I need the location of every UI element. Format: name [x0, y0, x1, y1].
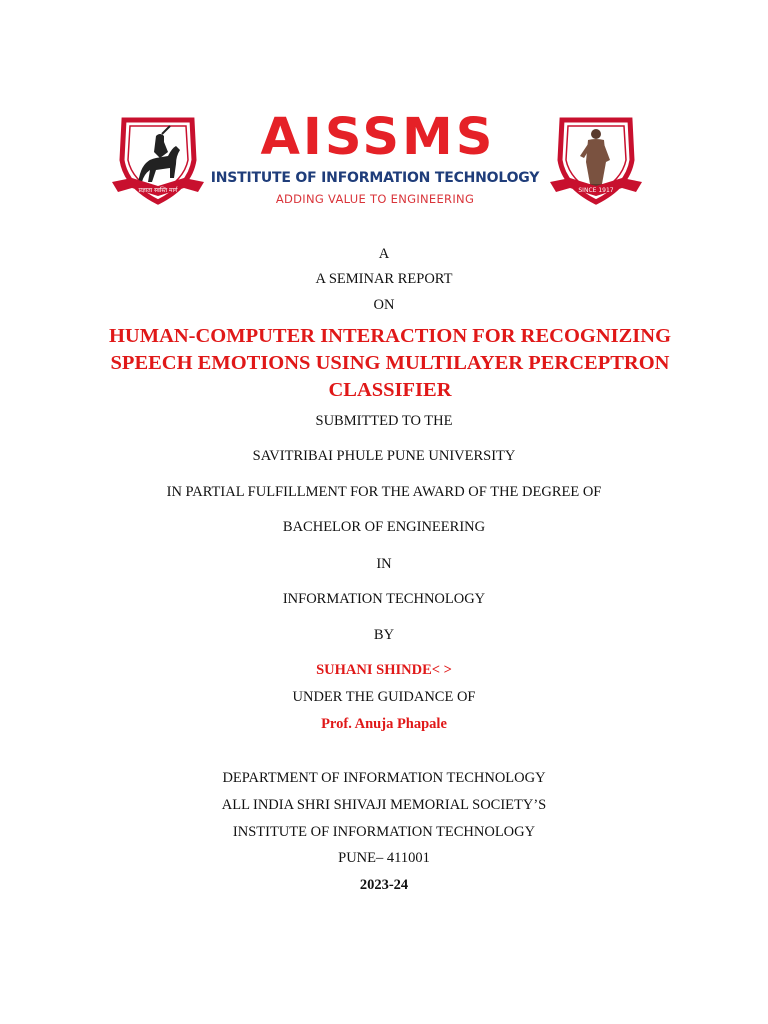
horse-rider-emblem-icon — [110, 112, 206, 208]
student-name: SUHANI SHINDE< > — [316, 662, 452, 678]
left-emblem-text: प्रज्ञाता स्वस्ति मार्ग — [138, 187, 178, 194]
fulfillment-line: IN PARTIAL FULFILLMENT FOR THE AWARD OF THE DEGREE OF — [166, 484, 602, 500]
submitted-to: SUBMITTED TO THE — [315, 413, 453, 429]
intro-report-type: A SEMINAR REPORT — [315, 271, 453, 287]
institute-name: INSTITUTE OF INFORMATION TECHNOLOGY — [232, 824, 536, 840]
city-pin: PUNE– 411001 — [338, 850, 430, 866]
right-emblem-text: SINCE 1917 — [578, 187, 614, 194]
branch-name: INFORMATION TECHNOLOGY — [282, 591, 486, 607]
intro-on: ON — [373, 297, 395, 313]
intro-line-a: A — [378, 246, 390, 262]
logo-tagline: ADDING VALUE TO ENGINEERING — [275, 192, 475, 206]
guide-name: Prof. Anuja Phapale — [321, 716, 447, 732]
logo-name: AISSMS — [260, 108, 496, 167]
report-title-line-2: SPEECH EMOTIONS USING MULTILAYER PERCEPTRON — [110, 352, 670, 374]
logo-institute: INSTITUTE OF INFORMATION TECHNOLOGY — [210, 170, 540, 186]
statue-emblem-icon — [548, 112, 644, 208]
degree-name: BACHELOR OF ENGINEERING — [282, 519, 486, 535]
academic-year: 2023-24 — [359, 877, 409, 893]
guidance-line: UNDER THE GUIDANCE OF — [292, 689, 476, 705]
department-name: DEPARTMENT OF INFORMATION TECHNOLOGY — [222, 770, 546, 786]
university-name: SAVITRIBAI PHULE PUNE UNIVERSITY — [252, 448, 516, 464]
report-title-line-1: HUMAN-COMPUTER INTERACTION FOR RECOGNIZING — [108, 325, 672, 347]
society-name: ALL INDIA SHRI SHIVAJI MEMORIAL SOCIETY’S — [221, 797, 547, 813]
by-line: BY — [373, 627, 395, 643]
in-line: IN — [376, 556, 392, 572]
report-title-line-3: CLASSIFIER — [328, 379, 452, 401]
